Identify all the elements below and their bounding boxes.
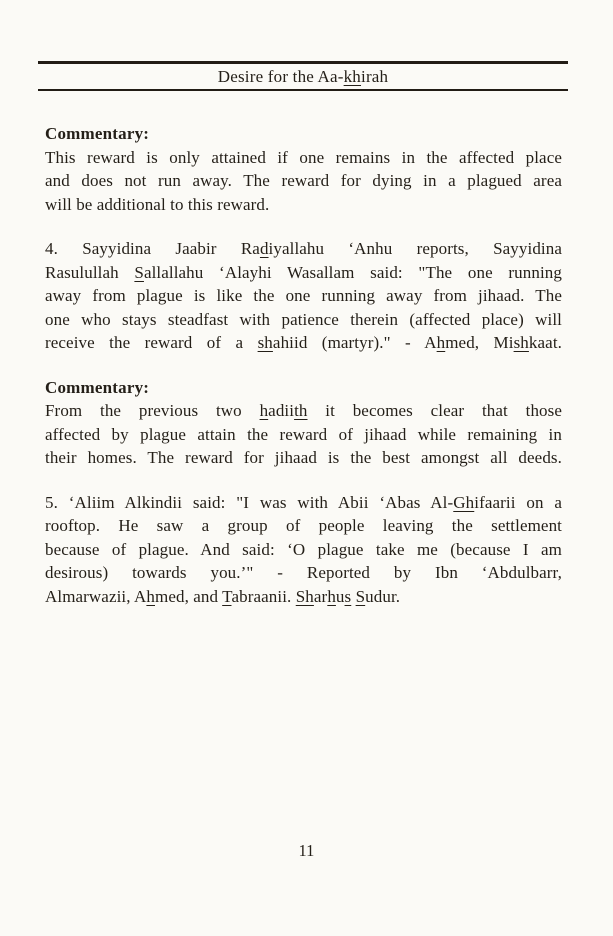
section-heading: Commentary: — [45, 124, 150, 143]
section-heading: Commentary: — [45, 377, 150, 397]
text-line — [45, 193, 562, 217]
text-line — [45, 491, 562, 515]
text-line — [45, 399, 562, 423]
text-segment: ahiid (martyr)." - A — [272, 333, 437, 352]
text-section — [45, 491, 562, 609]
text-line — [45, 261, 562, 285]
text-segment: adii — [268, 401, 295, 420]
underlined-text-segment: s — [344, 586, 352, 606]
text-segment: med, Mi — [445, 333, 514, 352]
text-line — [45, 423, 562, 447]
text-line — [45, 284, 562, 308]
text-segment: iyallahu ‘Anhu reports, Sayyidina — [268, 239, 563, 258]
underlined-text-segment: T — [222, 586, 232, 606]
text-segment: one who stays steadfast with patience therein (affected place) will — [45, 309, 562, 329]
page-number: 11 — [298, 841, 315, 860]
text-segment: receive the reward of a — [45, 333, 258, 352]
text-segment: and does not run away. The reward for dying in a plagued area — [45, 171, 562, 190]
underlined-text-segment: th — [294, 401, 308, 420]
text-segment: allallahu ‘Alayhi Wasallam said: "The one running — [143, 262, 562, 282]
text-line — [45, 538, 562, 562]
text-line — [45, 237, 562, 261]
text-segment: Rasulullah — [45, 262, 135, 282]
chapter-title — [38, 65, 568, 88]
text-segment: 4. Sayyidina Jaabir Ra — [45, 239, 260, 258]
text-segment: away from plague is like the one running away from jihaad. The — [45, 286, 562, 305]
text-line — [45, 514, 562, 538]
underlined-text-segment: kh — [343, 67, 362, 86]
underlined-text-segment: sh — [257, 333, 273, 352]
text-segment: This reward is only attained if one remains in the affected place — [45, 147, 562, 167]
text-segment: Almarwazii, A — [45, 586, 147, 606]
text-segment: rooftop. He saw a group of people leaving the settlement — [45, 516, 562, 535]
text-segment: kaat. — [528, 333, 562, 352]
text-segment: udur. — [365, 586, 401, 606]
text-line — [45, 585, 562, 609]
text-segment: their homes. The reward for jihaad is the best amongst all deeds. — [45, 448, 562, 467]
underlined-text-segment: S — [134, 262, 144, 282]
text-segment: Desire for the Aa- — [217, 67, 344, 86]
underlined-text-segment: h — [436, 333, 446, 352]
underlined-text-segment: Sh — [295, 586, 314, 606]
text-segment: med, and — [155, 586, 223, 606]
text-segment: ifaarii on a — [474, 492, 563, 512]
text-segment: it becomes clear that those — [307, 401, 563, 420]
text-segment: abraanii. — [231, 586, 296, 606]
text-line — [45, 331, 562, 355]
underlined-text-segment: S — [355, 586, 366, 606]
text-segment: will be additional to this reward. — [45, 194, 270, 214]
underlined-text-segment: h — [259, 401, 269, 420]
header-rule-bottom — [38, 89, 568, 91]
underlined-text-segment: h — [146, 586, 155, 606]
text-section — [45, 122, 562, 216]
text-segment: desirous) towards you.’" - Reported by Ibn ‘Abdulbarr, — [45, 563, 562, 582]
text-segment: because of plague. And said: ‘O plague take me (because I am — [45, 539, 562, 559]
text-line — [45, 561, 562, 585]
underlined-text-segment: d — [259, 239, 269, 258]
text-line — [45, 169, 562, 193]
text-line — [45, 308, 562, 332]
text-segment: ar — [313, 586, 328, 606]
underlined-text-segment: sh — [513, 333, 529, 352]
text-segment: 5. ‘Aliim Alkindii said: "I was with Abii ‘Abas Al- — [45, 492, 454, 512]
text-section — [45, 237, 562, 355]
text-segment: irah — [361, 67, 389, 86]
text-line — [45, 446, 562, 470]
text-segment: u — [335, 586, 345, 606]
header-rule-top — [38, 61, 568, 64]
underlined-text-segment: h — [327, 586, 336, 606]
text-segment: affected by plague attain the reward of jihaad while remaining in — [45, 424, 562, 444]
text-section — [45, 376, 562, 470]
text-segment: From the previous two — [45, 401, 260, 420]
text-line — [45, 146, 562, 170]
page-content — [45, 122, 562, 629]
underlined-text-segment: Gh — [453, 492, 475, 512]
